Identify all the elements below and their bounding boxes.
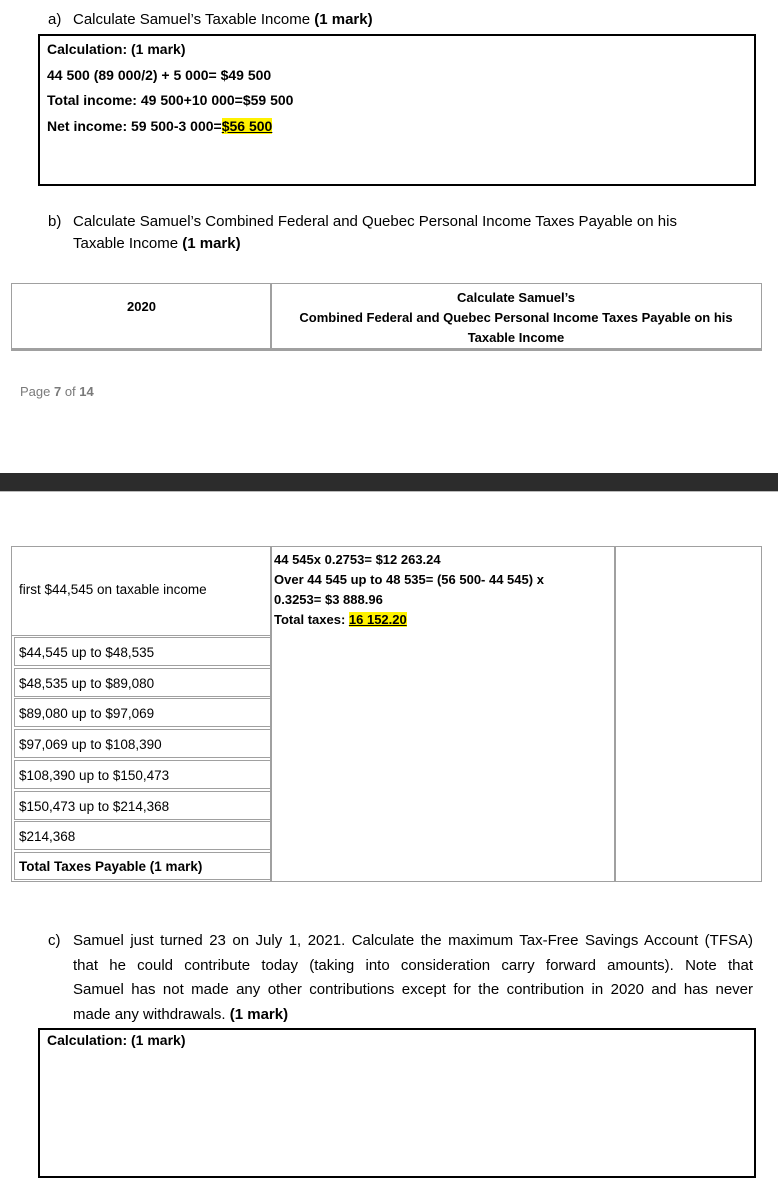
calc-cell[interactable] [270,546,616,882]
question-b-label: b) [48,213,62,230]
net-income-answer: $56 500 [221,117,273,134]
question-c [48,929,753,1027]
bracket-row: $150,473 up to $214,368 [14,791,271,820]
calc-line-2: Total income: 49 500+10 000=$59 500 [47,92,294,108]
total-taxes-answer: 16 152.20 [348,612,407,627]
empty-cell [614,546,762,882]
calc-line-3: Net income: 59 500-3 000=$56 500 [47,117,273,134]
answer-box-a[interactable] [38,34,756,186]
tax-calc-line-2: Over 44 545 up to 48 535= (56 500- 44 545) x [274,572,544,587]
tax-calc [271,547,615,630]
question-c-line3: Samuel has not made any other contributions except for the contribution in 2020 and has never [73,981,753,998]
bracket-row: $44,545 up to $48,535 [14,637,271,666]
question-b-line1: Calculate Samuel’s Combined Federal and Quebec Personal Income Taxes Payable on his [73,213,677,230]
question-b [48,211,768,257]
question-a-mark: (1 mark) [314,11,373,28]
bracket-row: $214,368 [14,821,271,850]
question-a-text: Calculate Samuel’s Taxable Income (1 mark) [73,11,373,28]
question-b-line2: Taxable Income (1 mark) [73,235,241,252]
page-separator [0,473,778,491]
bracket-row: $89,080 up to $97,069 [14,698,271,727]
calc-heading-c: Calculation: (1 mark) [47,1032,186,1048]
answer-box-c[interactable] [38,1028,756,1178]
question-c-line1: Samuel just turned 23 on July 1, 2021. Calculate the maximum Tax-Free Savings Account (TFSA) [73,932,753,949]
header-year-cell [11,283,272,351]
question-c-line4: made any withdrawals. (1 mark) [73,1005,289,1023]
page-separator-edge [0,491,778,492]
question-a [48,9,768,31]
tax-calc-line-3: 0.3253= $3 888.96 [274,592,383,607]
question-c-mark: (1 mark) [229,1005,289,1023]
header-title: Calculate Samuel’s Combined Federal and Quebec Personal Income Taxes Payable on his Taxable Income [299,290,733,345]
total-taxes-row: Total Taxes Payable (1 mark) [14,852,271,880]
question-b-mark: (1 mark) [182,235,241,252]
tax-calc-line-1: 44 545x 0.2753= $12 263.24 [274,552,441,567]
question-a-label: a) [48,11,62,28]
question-c-label: c) [48,932,61,949]
tax-calc-total: Total taxes: 16 152.20 [274,612,407,627]
question-c-line2: that he could contribute today (taking into consideration carry forward amounts). Note that [73,956,753,974]
first-bracket-label: first $44,545 on taxable income [19,582,207,597]
calc-line-1: 44 500 (89 000/2) + 5 000= $49 500 [47,66,272,83]
header-year: 2020 [127,299,156,314]
header-title-cell [270,283,762,351]
first-bracket-cell [11,546,272,636]
page-number: Page 7 of 14 [20,384,94,399]
calc-heading-a: Calculation: (1 mark) [47,41,186,57]
bracket-row: $108,390 up to $150,473 [14,760,271,789]
bracket-row: $97,069 up to $108,390 [14,729,271,758]
bracket-row: $48,535 up to $89,080 [14,668,271,697]
